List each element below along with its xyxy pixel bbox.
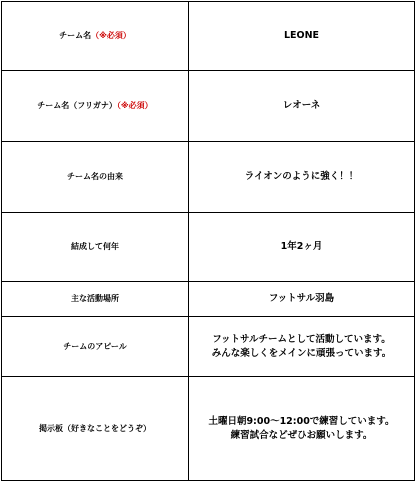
row-team-name (2, 2, 415, 71)
team-name-value: LEONE (283, 30, 320, 42)
years-formed-value: 1年2ヶ月 (280, 241, 323, 253)
name-origin-label-cell (2, 142, 189, 213)
row-name-origin (2, 142, 415, 213)
team-name-kana-label: チーム名（フリガナ） (37, 101, 117, 111)
bulletin-board-label-cell (2, 377, 189, 481)
team-appeal-label: チームのアピール (63, 341, 127, 351)
team-profile-table (1, 1, 415, 481)
row-activity-place (2, 282, 415, 317)
name-origin-value: ライオンのように強く！！ (244, 171, 359, 183)
activity-place-label: 主な活動場所 (71, 294, 119, 304)
required-note: （※必須） (116, 101, 153, 111)
bulletin-board-value-line-1: 土曜日朝9:00～12:00で練習しています。 (208, 416, 395, 428)
row-team-appeal (2, 317, 415, 377)
row-team-name-kana (2, 71, 415, 142)
name-origin-label: チーム名の由来 (67, 172, 123, 182)
activity-place-value: フットサル羽島 (268, 293, 335, 305)
bulletin-board-value-line-2: 練習試合などぜひお願いします。 (230, 429, 373, 441)
team-name-kana-label-cell (2, 71, 189, 142)
row-years-formed (2, 213, 415, 282)
activity-place-value-cell (189, 282, 415, 317)
required-note: （※必須） (91, 31, 131, 41)
team-name-label: チーム名 (59, 31, 92, 41)
team-name-kana-value: レオーネ (282, 100, 321, 112)
bulletin-board-label: 掲示板（好きなことをどうぞ） (39, 423, 151, 433)
years-formed-label: 結成して何年 (71, 242, 119, 252)
team-appeal-value-line-1: フットサルチームとして活動しています。 (212, 334, 391, 346)
bulletin-board-value-cell (189, 377, 415, 481)
activity-place-label-cell (2, 282, 189, 317)
team-appeal-label-cell (2, 317, 189, 377)
name-origin-value-cell (189, 142, 415, 213)
row-bulletin-board (2, 377, 415, 481)
team-name-label-cell (2, 2, 189, 71)
team-name-kana-value-cell (189, 71, 415, 142)
team-appeal-value-cell (189, 317, 415, 377)
years-formed-value-cell (189, 213, 415, 282)
years-formed-label-cell (2, 213, 189, 282)
team-name-value-cell (189, 2, 415, 71)
team-appeal-value-line-2: みんな楽しくをメインに頑張っています。 (211, 347, 392, 359)
